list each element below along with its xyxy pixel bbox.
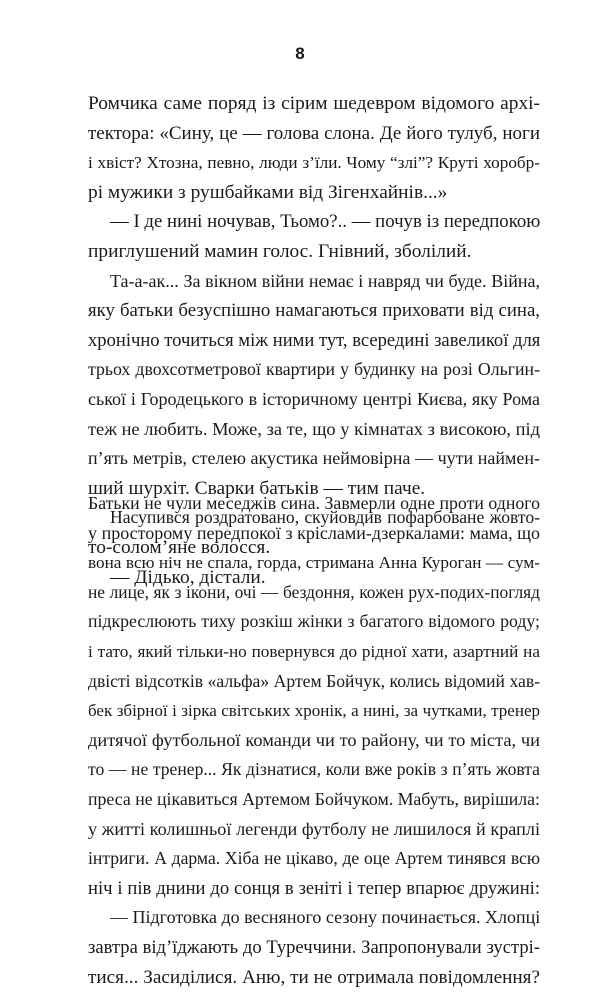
- text-line: — Підготовка до весняного сезону починається. Хлопці: [88, 903, 540, 933]
- text-line: хронічно точиться між ними тут, всередині завеликої для: [88, 326, 540, 356]
- text-line: теж не любить. Може, за те, що у кімнатах з високою, під: [88, 415, 540, 445]
- text-line: і тато, який тільки-но повернувся до рідної хати, азартний на: [88, 637, 540, 667]
- text-line: Насупився роздратовано, скуйовдив пофарбоване жовто-: [88, 503, 540, 533]
- text-line: трьох двохсотметрової квартири у будинку на розі Ольгин-: [88, 355, 540, 385]
- text-line: підкреслюють тиху розкіш жінки з багатого відомого роду;: [88, 607, 540, 637]
- text-line: п’ять метрів, стелею акустика неймовірна — чути наймен-: [88, 444, 540, 474]
- text-line: рі мужики з рушбайками від Зігенхайнів...»: [88, 178, 540, 208]
- text-line: дитячої футбольної команди чи то району, чи то міста, чи: [88, 726, 540, 756]
- text-line: вона всю ніч не спала, горда, стримана Анна Куроган — сум-: [88, 548, 540, 578]
- text-line: у просторому передпокої з кріслами-дзеркалами: мама, що: [88, 519, 540, 549]
- text-line: то-солом’яне волосся.: [88, 533, 540, 563]
- text-line: завтра від’їджають до Туреччини. Запропонували зустрі-: [88, 933, 540, 963]
- text-line: ніч і пів днини до сонця в зеніті і тепер впарює дружині:: [88, 874, 540, 904]
- text-line: Та-а-ак... За вікном війни немає і навряд чи буде. Війна,: [88, 267, 540, 297]
- text-line: то — не тренер... Як дізнатися, коли вже років з п’ять жовта: [88, 755, 540, 785]
- text-section-2: [88, 489, 540, 992]
- text-line: Батьки не чули меседжів сина. Завмерли одне проти одного: [88, 489, 540, 519]
- text-line: у житті колишньої легенди футболу не лишилося й краплі: [88, 815, 540, 845]
- text-line: Ромчика саме поряд із сірим шедевром відомого архі-: [88, 89, 540, 119]
- text-line: ської і Городецького в історичному центрі Києва, яку Рома: [88, 385, 540, 415]
- text-line: і хвіст? Хтозна, певно, люди з’їли. Чому “злі”? Круті хоробр-: [88, 148, 540, 178]
- text-line: інтриги. А дарма. Хіба не цікаво, де оце Артем тинявся всю: [88, 844, 540, 874]
- text-line: ший шурхіт. Сварки батьків — тим паче.: [88, 474, 540, 504]
- text-line: тектора: «Сину, це — голова слона. Де його тулуб, ноги: [88, 119, 540, 149]
- text-line: — Дідько, дістали.: [88, 563, 540, 593]
- text-line: бек збірної і зірка світських хронік, а нині, за чутками, тренер: [88, 696, 540, 726]
- text-line: — І де нині ночував, Тьомо?.. — почув із передпокою: [88, 207, 540, 237]
- text-line: приглушений мамин голос. Гнівний, зболілий.: [88, 237, 540, 267]
- page-number: 8: [0, 44, 600, 64]
- text-line: двісті відсотків «альфа» Артем Бойчук, колись відомий хав-: [88, 667, 540, 697]
- text-line: тися... Засиділися. Аню, ти не отримала повідомлення?: [88, 963, 540, 992]
- text-line: яку батьки безуспішно намагаються приховати від сина,: [88, 296, 540, 326]
- text-line: преса не цікавиться Артемом Бойчуком. Мабуть, вирішила:: [88, 785, 540, 815]
- text-line: не лице, як з ікони, очі — бездоння, кожен рух-подих-погляд: [88, 578, 540, 608]
